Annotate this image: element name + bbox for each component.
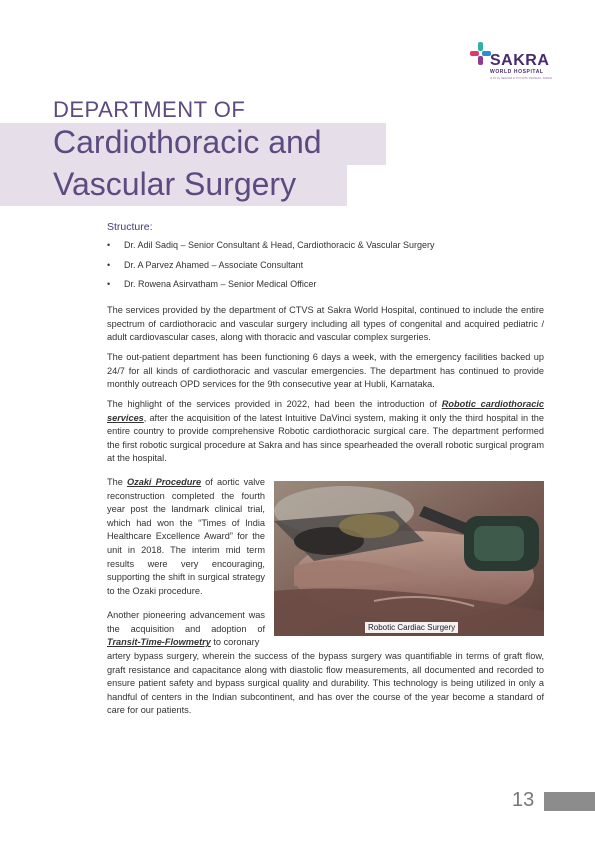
robotic-text-pre: The highlight of the services provided in 2022, had been the introduction of [107, 399, 442, 409]
flowmetry-text-pre: Another pioneering advancement was the acquisition and adoption of [107, 610, 265, 634]
bullet-icon: • [107, 259, 111, 270]
structure-list [107, 240, 435, 299]
page-title-line-2: Vascular Surgery [53, 166, 297, 202]
paragraph-flowmetry [107, 609, 265, 650]
paragraph-flowmetry-cont: artery bypass surgery, wherein the success of the bypass surgery was quantifiable in terms of graft flow, graft resistance and capacitance along with diastolic flow measurements, all documented and recorded to ensure patient safety and bypass surgical quality and durability. This technology is being utilized in only a handful of centers in the Indian subcontinent, and has over the course of the year become a standard of care for our patients. [107, 651, 544, 716]
page-number: 13 [512, 789, 535, 811]
robotic-text-post: , after the acquisition of the latest Intuitive DaVinci system, making it only the third hospital in the entire country to provide comprehensive Robotic cardiothoracic surgical care. The department performed the first robotic surgical procedure at Sakra and has since spearheaded the overall robotic surgical program at the hospital. [107, 412, 544, 464]
hospital-logo [470, 42, 550, 82]
structure-member [107, 279, 435, 299]
structure-member [107, 240, 435, 260]
logo-tagline: A JV by SECOM & TOYOTA TSUSHO, JAPAN [490, 76, 552, 80]
paragraph-opd: The out-patient department has been functioning 6 days a week, with the emergency facilities backed up 24/7 for all kinds of cardiothoracic and vascular emergencies. The department has continued to provide monthly outreach OPD services for the 9th consecutive year at Hubli, Karnataka. [107, 352, 544, 390]
member-text: Dr. Adil Sadiq – Senior Consultant & Head, Cardiothoracic & Vascular Surgery [124, 240, 435, 250]
page-title-line-1: Cardiothoracic and [53, 124, 322, 160]
structure-heading: Structure: [107, 221, 153, 233]
bullet-icon: • [107, 240, 111, 250]
department-label: DEPARTMENT OF [53, 97, 246, 122]
ozaki-text-post: of aortic valve reconstruction completed the fourth year post the landmark clinical trial, which had won the “Times of India Healthcare Excellence Award” for the unit in 2018. The interim mid term results were very encouraging, supporting the shift in surgical strategy to the Ozaki procedure. [107, 477, 266, 596]
member-text: Dr. Rowena Asirvatham – Senior Medical Officer [124, 279, 317, 289]
bullet-icon: • [107, 279, 111, 289]
flowmetry-text-post: to coronary [210, 637, 260, 648]
paragraph-services: The services provided by the department of CTVS at Sakra World Hospital, continued to include the entire spectrum of cardiothoracic and vascular surgery including all types of congenital and acquired pediatric / adult cardiovascular cases, along with thoracic and vascular complex surgeries. [107, 305, 544, 343]
robotic-surgery-photo [274, 481, 544, 636]
ozaki-highlight: Ozaki Procedure [126, 477, 202, 487]
robotic-highlight: Robotic cardiothoracic services [107, 399, 544, 423]
ozaki-text-pre: The [107, 477, 127, 487]
page-number-bar [544, 792, 595, 811]
paragraph-ozaki [107, 476, 265, 598]
logo-mark-icon [470, 42, 492, 66]
paragraph-robotic [107, 398, 544, 466]
logo-subtitle: WORLD HOSPITAL [490, 69, 544, 75]
flowmetry-highlight: Transit-Time-Flowmetry [107, 637, 211, 648]
surgery-image [274, 481, 544, 636]
structure-member [107, 260, 435, 280]
photo-caption: Robotic Cardiac Surgery [365, 622, 458, 633]
member-text: Dr. A Parvez Ahamed – Associate Consultant [124, 259, 304, 270]
logo-name: SAKRA [490, 52, 550, 69]
